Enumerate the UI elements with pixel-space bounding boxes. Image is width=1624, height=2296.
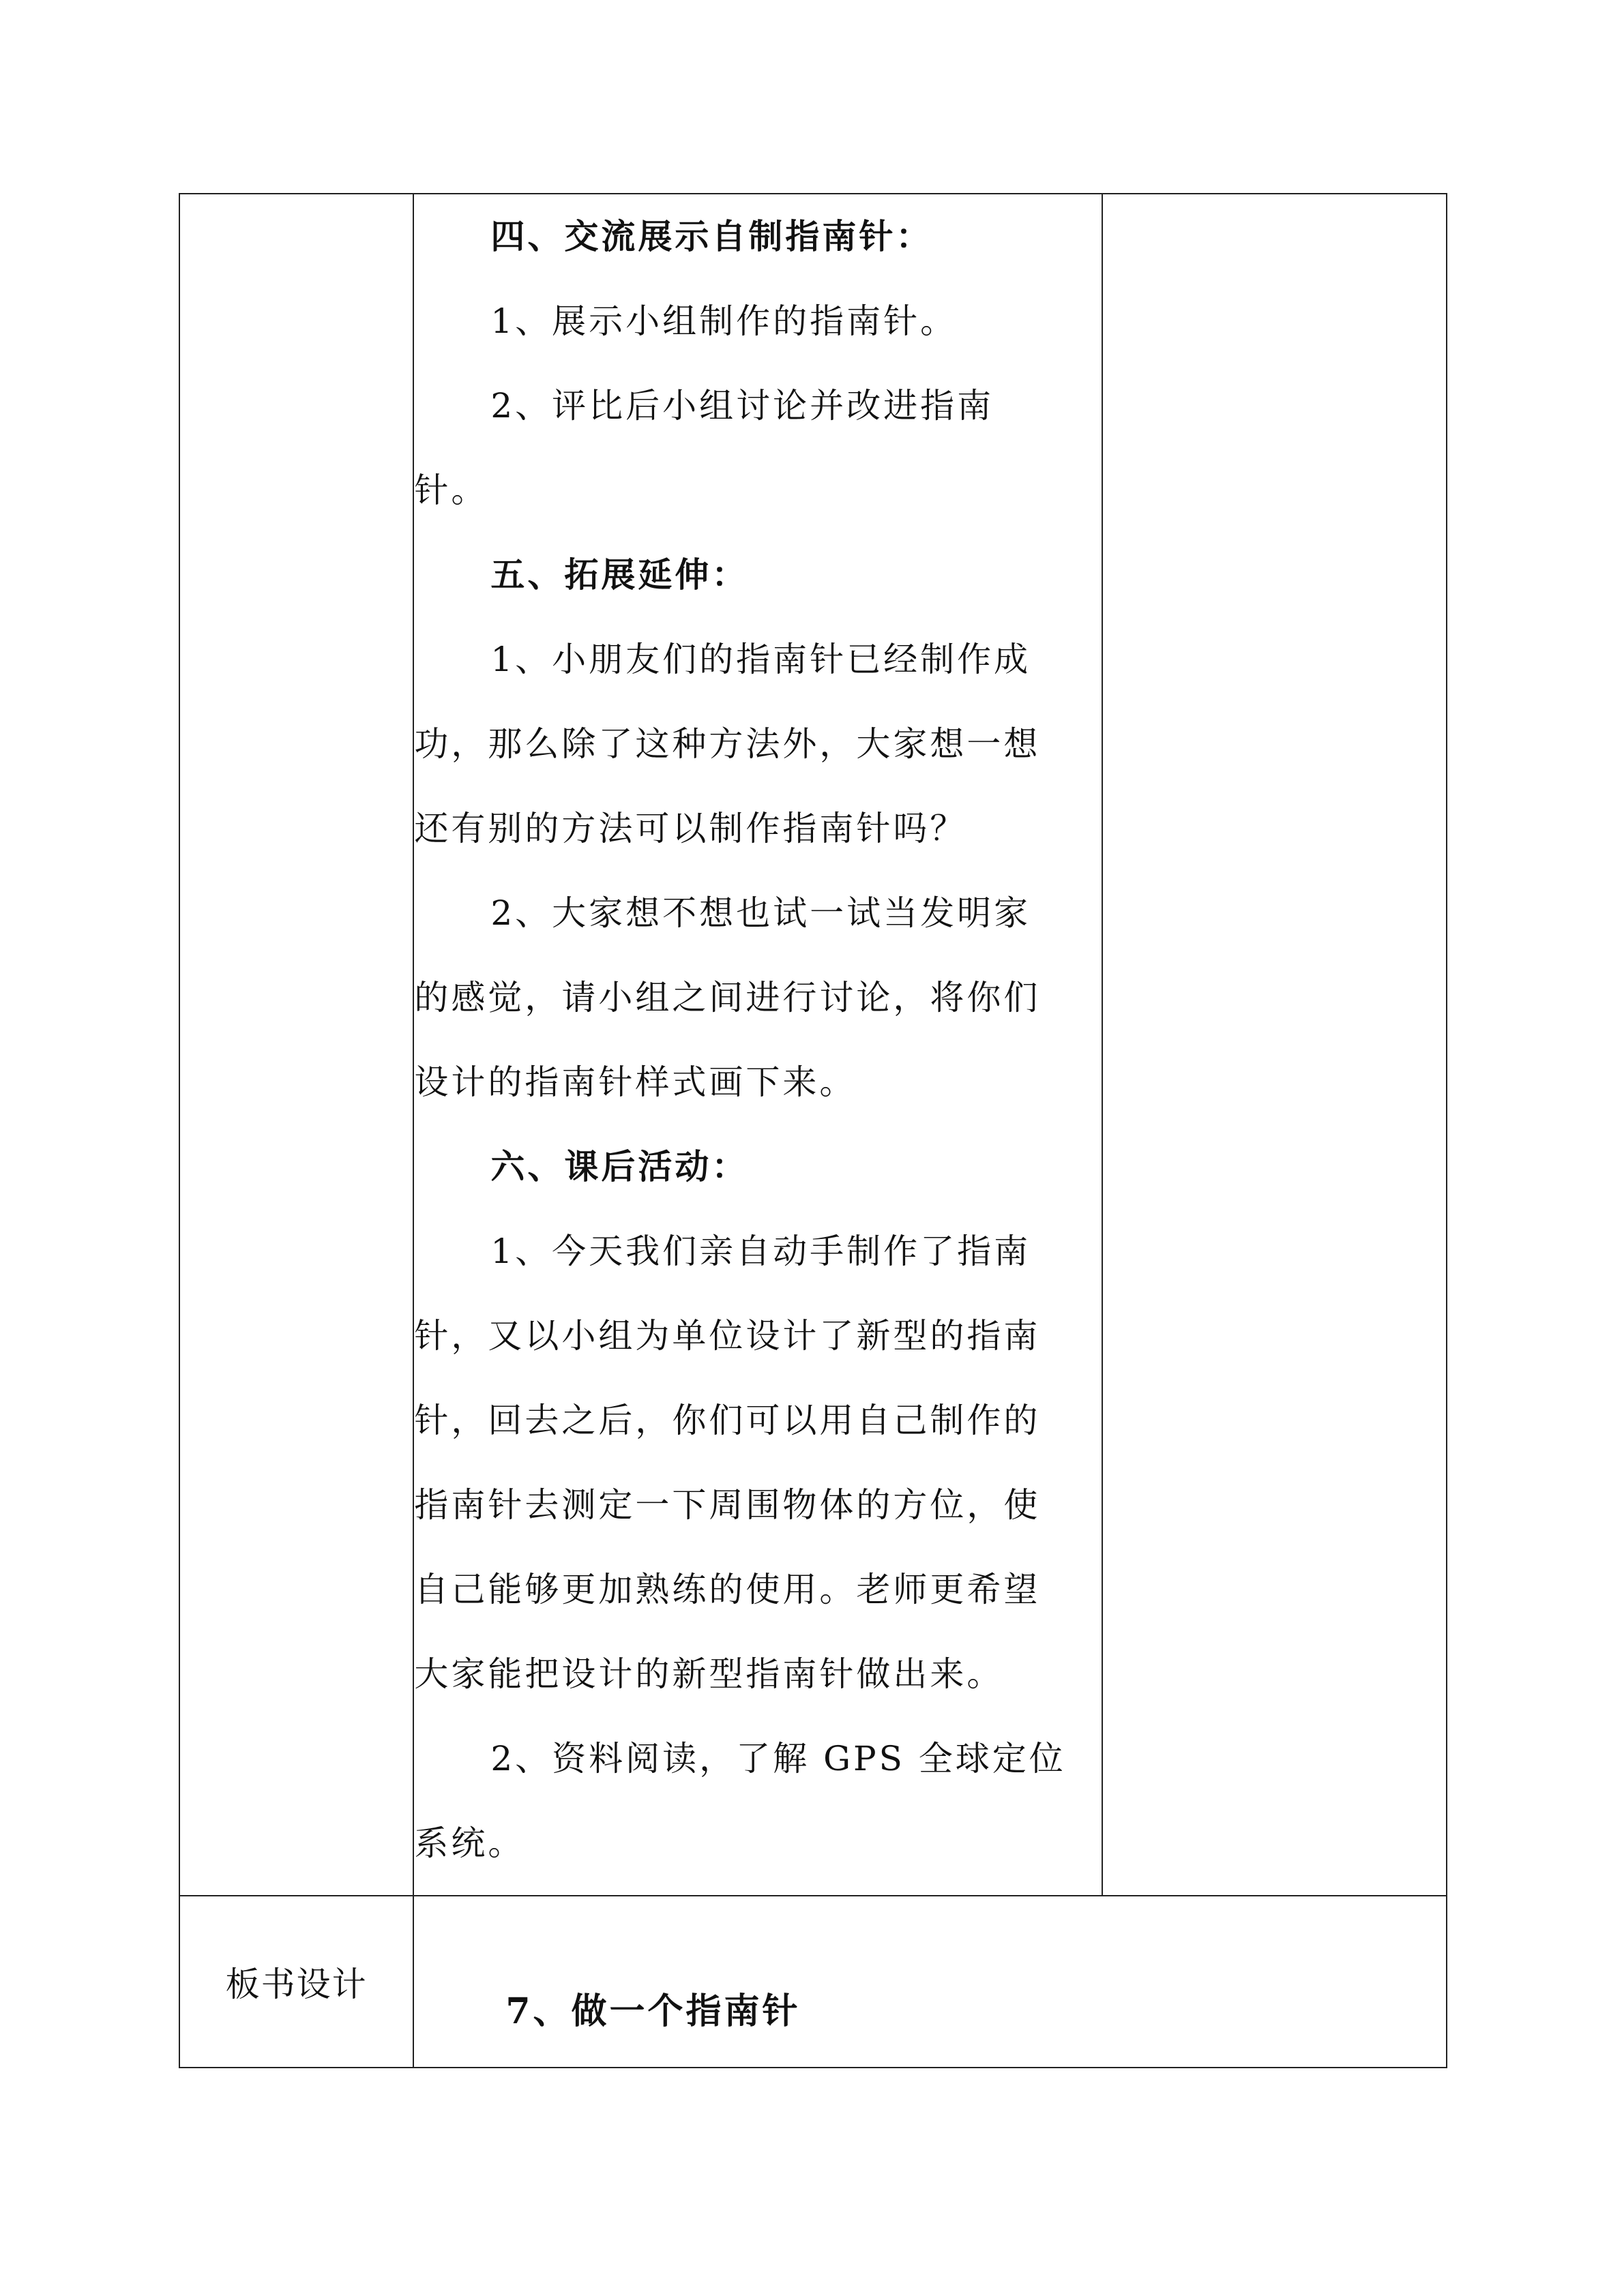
board-design-title: 7、做一个指南针	[505, 1991, 801, 2032]
paragraph-line: 还有别的方法可以制作指南针吗？	[414, 809, 967, 848]
paragraph-line: 2、评比后小组讨论并改进指南	[490, 386, 994, 426]
paragraph-line: 功，那么除了这种方法外，大家想一想	[414, 724, 1041, 764]
paragraph-line: 针，又以小组为单位设计了新型的指南	[414, 1316, 1041, 1356]
process-content-cell	[413, 194, 1102, 1896]
paragraph-line: 针，回去之后，你们可以用自己制作的	[414, 1401, 1041, 1440]
paragraph-line: 针。	[414, 471, 488, 510]
paragraph-line: 系统。	[414, 1823, 525, 1863]
paragraph-line: 指南针去测定一下周围物体的方位，使	[414, 1485, 1041, 1525]
paragraph-line: 1、展示小组制作的指南针。	[490, 301, 958, 341]
paragraph-line: 的感觉，请小组之间进行讨论，将你们	[414, 978, 1041, 1017]
board-design-row	[179, 1896, 1447, 2068]
paragraph-line: 自己能够更加熟练的使用。老师更希望	[414, 1570, 1041, 1609]
paragraph-line: 2、大家想不想也试一试当发明家	[490, 893, 1031, 933]
process-note-cell	[1102, 194, 1447, 1896]
section-heading: 四、交流展示自制指南针：	[490, 216, 933, 256]
lesson-plan-table	[179, 193, 1447, 2068]
paragraph-line: 1、小朋友们的指南针已经制作成	[490, 640, 1031, 679]
section-heading: 五、拓展延伸：	[490, 554, 749, 595]
board-design-label: 板书设计	[179, 1896, 413, 2068]
paragraph-line: 大家能把设计的新型指南针做出来。	[414, 1654, 1004, 1694]
paragraph-line: 1、今天我们亲自动手制作了指南	[490, 1232, 1031, 1271]
board-design-cell	[413, 1896, 1447, 2068]
process-label-cell	[179, 194, 413, 1896]
paragraph-line: 设计的指南针样式画下来。	[414, 1062, 857, 1102]
section-heading: 六、课后活动：	[490, 1146, 749, 1187]
lesson-text	[414, 194, 1102, 1885]
paragraph-line: 2、资料阅读，了解 GPS 全球定位	[490, 1739, 1066, 1778]
teaching-process-row	[179, 194, 1447, 1896]
